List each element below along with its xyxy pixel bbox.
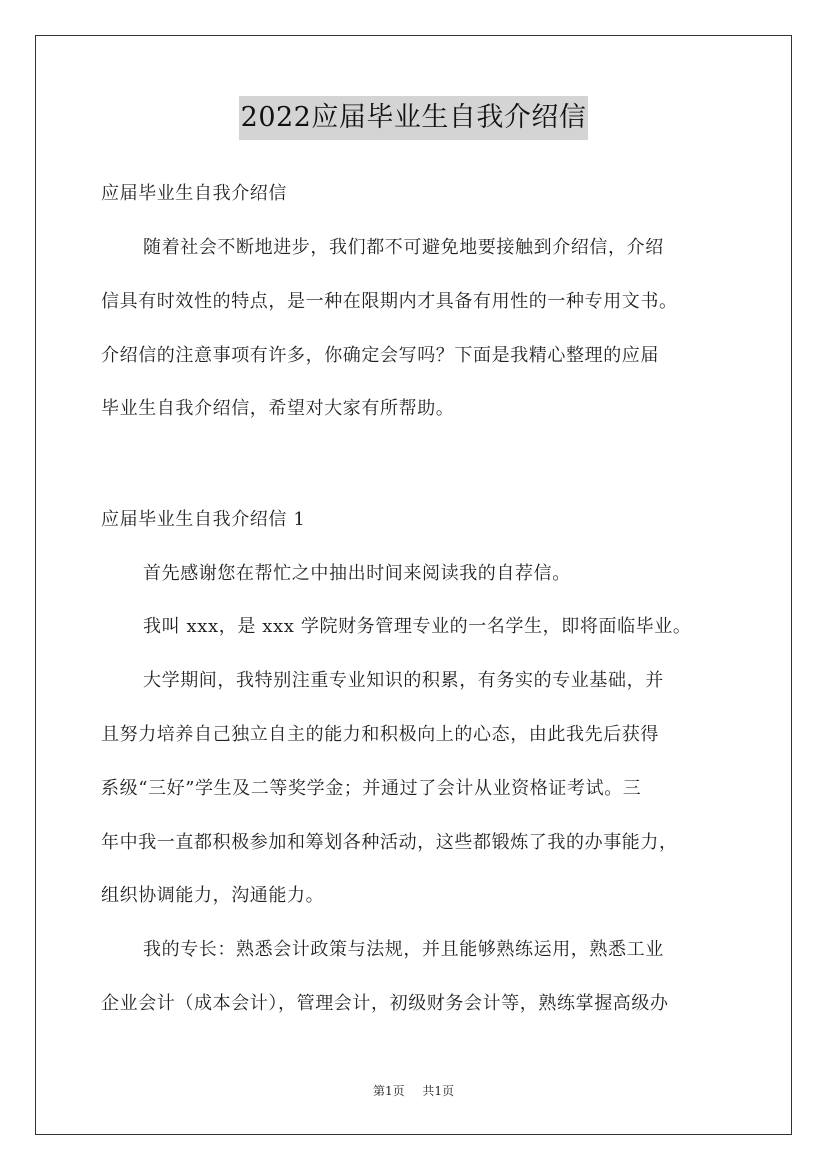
paragraph-line: 企业会计（成本会计），管理会计，初级财务会计等，熟练掌握高级办 <box>101 993 669 1014</box>
page-number: 第1页 <box>373 1084 405 1098</box>
paragraph-line: 介绍信的注意事项有许多，你确定会写吗？下面是我精心整理的应届 <box>101 345 659 366</box>
paragraph-line: 信具有时效性的特点，是一种在限期内才具备有用性的一种专用文书。 <box>101 291 678 312</box>
paragraph-line: 且努力培养自己独立自主的能力和积极向上的心态，由此我先后获得 <box>101 724 659 745</box>
paragraph-line: 组织协调能力，沟通能力。 <box>101 885 325 906</box>
document-title: 2022应届毕业生自我介绍信 <box>239 96 589 140</box>
paragraph-line: 大学期间，我特别注重专业知识的积累，有务实的专业基础，并 <box>143 670 664 691</box>
title-container <box>0 96 827 140</box>
page-footer <box>0 1082 827 1099</box>
paragraph-line: 系级“三好”学生及二等奖学金；并通过了会计从业资格证考试。三 <box>101 778 642 799</box>
paragraph-line: 我的专长：熟悉会计政策与法规，并且能够熟练运用，熟悉工业 <box>143 939 664 960</box>
paragraph-line: 随着社会不断地进步，我们都不可避免地要接触到介绍信，介绍 <box>143 237 664 258</box>
paragraph-line: 毕业生自我介绍信，希望对大家有所帮助。 <box>101 398 455 419</box>
paragraph-line: 首先感谢您在帮忙之中抽出时间来阅读我的自荐信。 <box>143 563 571 584</box>
section-heading: 应届毕业生自我介绍信 <box>101 183 287 204</box>
page-total: 共1页 <box>422 1084 454 1098</box>
paragraph-line: 我叫 xxx，是 xxx 学院财务管理专业的一名学生，即将面临毕业。 <box>143 616 692 637</box>
paragraph-line: 年中我一直都积极参加和筹划各种活动，这些都锻炼了我的办事能力， <box>101 832 678 853</box>
section-heading: 应届毕业生自我介绍信 1 <box>101 509 306 530</box>
